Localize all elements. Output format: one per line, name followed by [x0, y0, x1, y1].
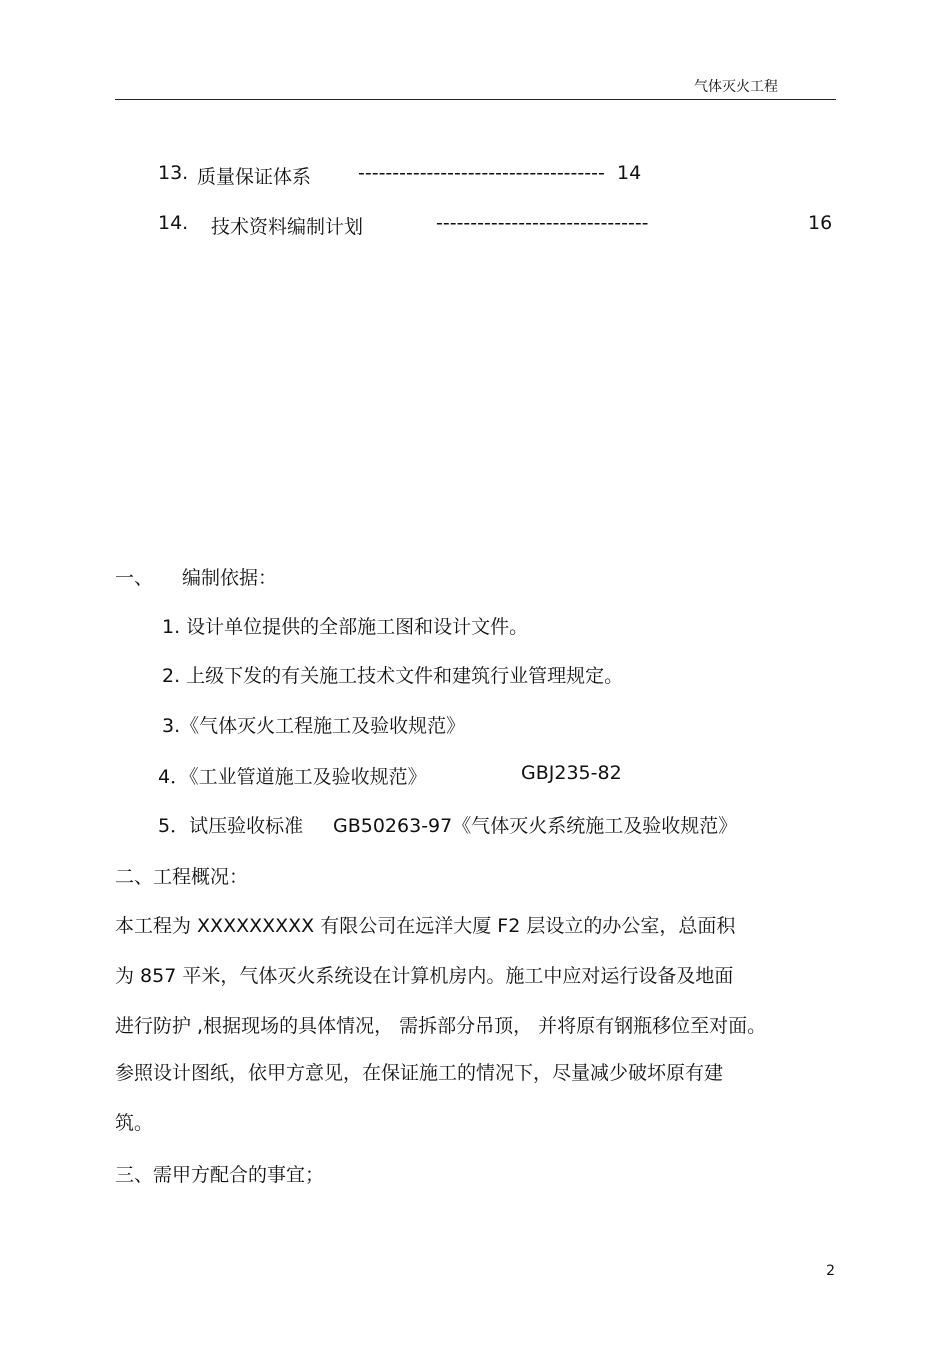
basis-item-3: 3.《气体灭火工程施工及验收规范》	[162, 715, 466, 737]
toc-entry-14-leader: -------------------------------	[436, 212, 649, 234]
section-1-heading-number: 一、	[115, 567, 154, 589]
header-rule	[115, 99, 836, 100]
page-number: 2	[826, 1263, 835, 1279]
overview-line-2: 为 857 平米，气体灭火系统设在计算机房内。施工中应对运行设备及地面	[115, 965, 734, 987]
basis-item-1: 1. 设计单位提供的全部施工图和设计文件。	[162, 616, 529, 638]
basis-item-5-code: GB50263-97《气体灭火系统施工及验收规范》	[333, 815, 738, 837]
toc-entry-14-number: 14.	[158, 212, 189, 234]
section-2-heading: 二、工程概况：	[115, 866, 249, 888]
toc-entry-13-number: 13.	[158, 162, 189, 184]
toc-entry-13-title: 质量保证体系	[197, 166, 312, 188]
basis-item-4-code: GBJ235-82	[521, 762, 622, 784]
section-1-heading: 编制依据：	[182, 567, 278, 589]
overview-line-1: 本工程为 XXXXXXXXX 有限公司在远洋大厦 F2 层设立的办公室，总面积	[115, 915, 736, 937]
toc-entry-13-page: 14	[617, 162, 642, 184]
basis-item-4: 4．《工业管道施工及验收规范》	[158, 766, 427, 788]
basis-item-2: 2. 上级下发的有关施工技术文件和建筑行业管理规定。	[162, 665, 624, 687]
section-3-heading: 三、需甲方配合的事宜；	[115, 1164, 325, 1186]
overview-line-5: 筑。	[115, 1112, 154, 1134]
running-header-title: 气体灭火工程	[694, 79, 778, 95]
toc-entry-13-leader: ------------------------------------	[358, 162, 605, 184]
overview-line-4: 参照设计图纸，依甲方意见，在保证施工的情况下，尽量减少破坏原有建	[115, 1062, 724, 1084]
overview-line-3: 进行防护 ,根据现场的具体情况， 需拆部分吊顶， 并将原有钢瓶移位至对面。	[115, 1015, 767, 1037]
basis-item-5: 5．试压验收标准	[158, 815, 304, 837]
toc-entry-14-title: 技术资料编制计划	[211, 216, 364, 238]
toc-entry-14-page: 16	[808, 212, 833, 234]
